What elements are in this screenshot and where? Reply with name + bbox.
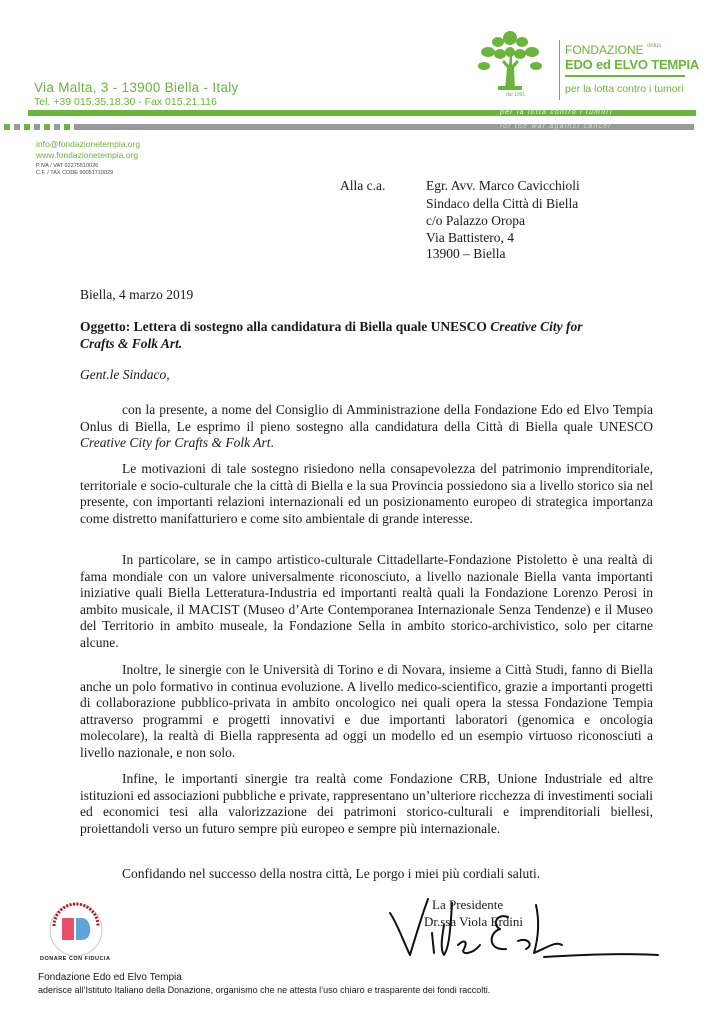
paragraph-2: Le motivazioni di tale sostegno risiedono nella consapevolezza del patrimonio imprenditoriale, territoriale e socio-culturale che la città di Biella e la sua Provincia possiedono sia a livello storico sia nel presente, con importanti relazioni internazionali ed un posizionamento europeo di strategica importanza come distretto manifatturiero e come sito ambientale di grande interesse. (80, 461, 653, 526)
recipient-line: Via Battistero, 4 (426, 230, 515, 245)
recipient-line: Egr. Avv. Marco Cavicchioli (426, 178, 580, 193)
closing-line: Confidando nel successo della nostra città, Le porgo i miei più cordiali saluti. (122, 866, 541, 881)
signatory-name: Dr.ssa Viola Erdini (424, 914, 523, 929)
address-line: Via Malta, 3 - 13900 Biella - Italy (34, 80, 239, 95)
paragraph-5: Infine, le importanti sinergie tra realtà come Fondazione CRB, Unione Industriale ed altre istituzioni ed associazioni pubbliche e private, rappresentano un’ulteriore ricchezza di investimenti sociali ed economici tesi alla valorizzazione dei patrimoni storico-culturali e imprenditoriali biellesi, proiettandoli verso un futuro sempre più europeo e sempre più internazionale. (80, 771, 653, 836)
paragraph-1-emphasis: Creative City for Crafts & Folk Art (80, 435, 271, 450)
greeting: Gent.le Sindaco, (80, 367, 170, 382)
website-link[interactable]: www.fondazionetempia.org (36, 150, 139, 160)
paragraph-3: In particolare, se in campo artistico-culturale Cittadellarte-Fondazione Pistoletto è una realtà di fama mondiale con un valore universalmente riconosciuto, a livello nazionale Biella vanta importanti iniziative quali Biella Letteratura-Industria ed importanti realtà quali la Fondazione Lorenzo Perosi in ambito musicale, il MACIST (Museo d’Arte Contemporanea Internazionale Senza Tendenze) e il Museo del Territorio in ambito museale, la Fondazione Sella in ambito storico-archivistico, solo per citarne alcune. (80, 552, 653, 650)
recipient-line: 13900 – Biella (426, 246, 506, 261)
logo-divider (559, 40, 560, 100)
subject-emphasis: Creative City for Crafts & Folk Art. (80, 319, 583, 351)
signatory-title: La Presidente (432, 897, 504, 912)
seal-caption: DONARE CON FIDUCIA (40, 956, 111, 962)
paragraph-4: Inoltre, le sinergie con le Università di Torino e di Novara, insieme a Città Studi, fanno di Biella anche un polo formativo in continua evoluzione. A livello medico-scientifico, grazie a importanti progetti di collaborazione pubblico-privata in ambito oncologico nei quali opera la stessa Fondazione Tempia attraverso programmi e progetti innovativi e due importanti laboratori (genomica e oncologia molecolare), la realtà di Biella rappresenta ad oggi un modello ed un esempio virtuoso riconosciuti a livello nazionale, e non solo. (80, 662, 653, 760)
phone-fax: Tel. +39 015.35.18.30 - Fax 015.21.116 (34, 96, 217, 108)
letter-subject: Oggetto: Lettera di sostegno alla candidatura di Biella quale UNESCO Creative City for Crafts & Folk Art. (80, 319, 583, 351)
tax-code: C.F. / TAX CODE 90051710029 (36, 170, 114, 176)
tagline-italian: per la lotta contro i tumori (500, 109, 613, 116)
brand-foundation: FONDAZIONE $^{onlus}$ (565, 43, 662, 57)
logo-year: dal 1991 (506, 92, 526, 98)
paragraph-1: con la presente, a nome del Consiglio di Amministrazione della Fondazione Edo ed Elvo Tempia Onlus di Biella, Le esprimo il pieno sostegno alla candidatura della Città di Biella quale UNESCO Creative City for Crafts & Folk Art. (80, 402, 653, 450)
vat-number: P.IVA / VAT 02275510026 (36, 163, 99, 169)
tagline-english: for the war against cancer (500, 123, 612, 130)
recipient-line: c/o Palazzo Oropa (426, 213, 525, 228)
brand-name: EDO ed ELVO TEMPIA (565, 57, 700, 72)
footer-donation-note: aderisce all’Istituto Italiano della Donazione, organismo che ne attesta l’uso chiaro e trasparente dei fondi raccolti. (38, 985, 491, 995)
attention-label: Alla c.a. (340, 178, 386, 193)
brand-onlus: onlus (647, 43, 662, 49)
place-date: Biella, 4 marzo 2019 (80, 287, 194, 302)
brand-mission: per la lotta contro i tumori (565, 83, 684, 95)
brand-underline (565, 75, 685, 77)
tree-logo-icon (474, 28, 546, 100)
footer-foundation-name: Fondazione Edo ed Elvo Tempia (38, 972, 182, 983)
recipient-line: Sindaco della Città di Biella (426, 196, 579, 211)
handwritten-signature (388, 895, 660, 963)
email-link[interactable]: info@fondazionetempia.org (36, 139, 141, 149)
iid-seal-icon (38, 900, 114, 976)
